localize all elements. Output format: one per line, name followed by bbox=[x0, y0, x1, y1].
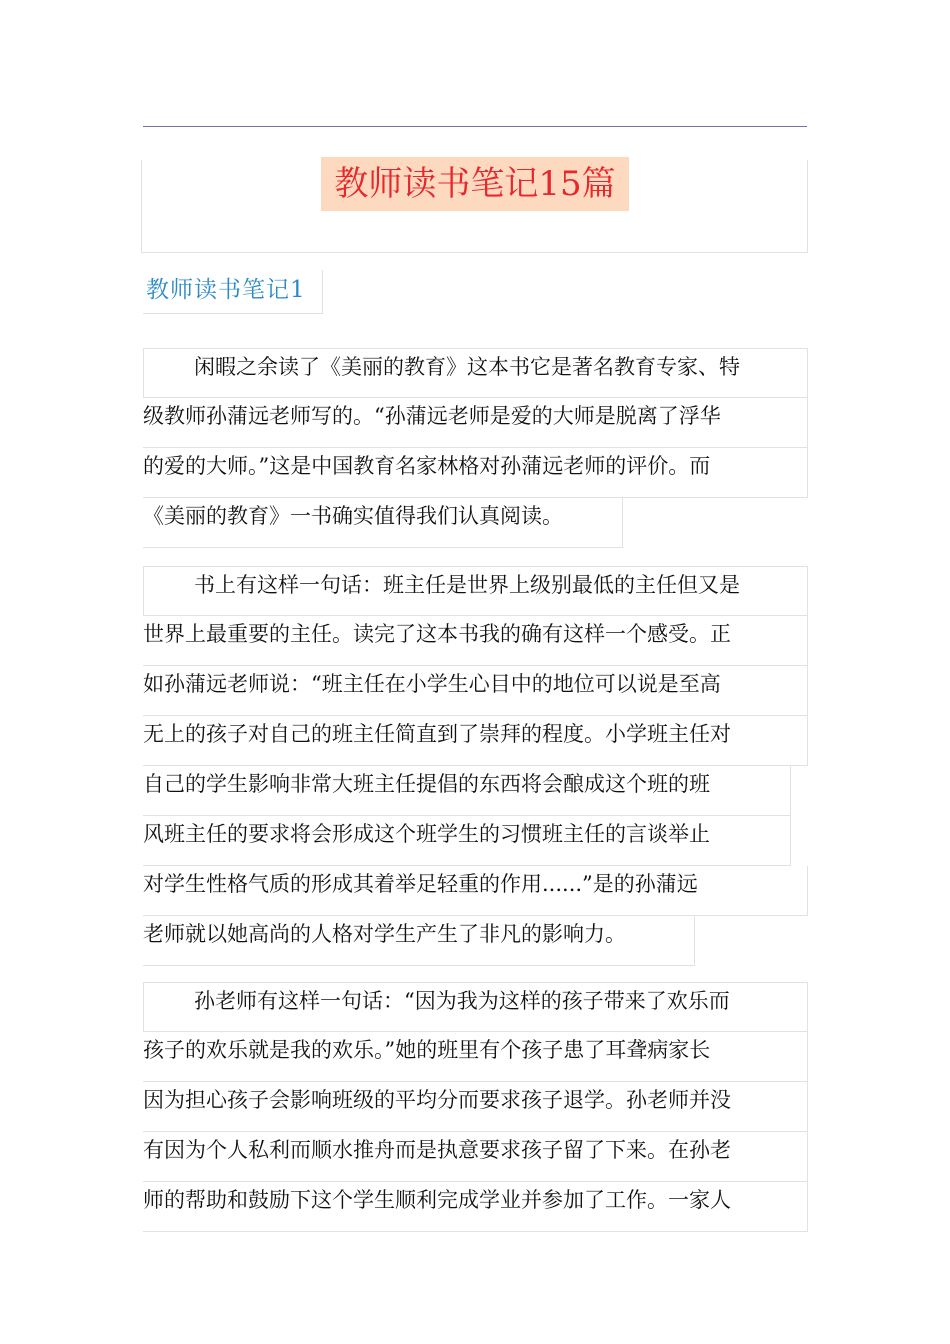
text-line: 无上的孩子对自己的班主任简直到了崇拜的程度。小学班主任对 bbox=[143, 716, 808, 766]
text-line: 有因为个人私利而顺水推舟而是执意要求孩子留了下来。在孙老 bbox=[143, 1132, 808, 1182]
text-line: 对学生性格气质的形成其着举足轻重的作用......”是的孙蒲远 bbox=[143, 866, 808, 916]
paragraph-2 bbox=[143, 566, 808, 966]
text-line: 师的帮助和鼓励下这个学生顺利完成学业并参加了工作。一家人 bbox=[143, 1182, 808, 1232]
text-line: 风班主任的要求将会形成这个班学生的习惯班主任的言谈举止 bbox=[143, 816, 791, 866]
text-line: 的爱的大师。”这是中国教育名家林格对孙蒲远老师的评价。而 bbox=[143, 448, 808, 498]
text-line: 孙老师有这样一句话：“因为我为这样的孩子带来了欢乐而 bbox=[143, 982, 808, 1032]
text-line: 因为担心孩子会影响班级的平均分而要求孩子退学。孙老师并没 bbox=[143, 1082, 808, 1132]
header-rule bbox=[143, 126, 807, 127]
text-line: 自己的学生影响非常大班主任提倡的东西将会酿成这个班的班 bbox=[143, 766, 791, 816]
text-line: 世界上最重要的主任。读完了这本书我的确有这样一个感受。正 bbox=[143, 616, 808, 666]
document-title: 教师读书笔记15篇 bbox=[334, 164, 616, 204]
text-line: 闲暇之余读了《美丽的教育》这本书它是著名教育专家、特 bbox=[143, 348, 808, 398]
text-line: 《美丽的教育》一书确实值得我们认真阅读。 bbox=[143, 498, 623, 548]
section-heading: 教师读书笔记1 bbox=[143, 270, 323, 314]
text-line: 孩子的欢乐就是我的欢乐。”她的班里有个孩子患了耳聋病家长 bbox=[143, 1032, 808, 1082]
paragraph-1 bbox=[143, 348, 808, 548]
title-highlight bbox=[321, 157, 629, 211]
text-line: 如孙蒲远老师说：“班主任在小学生心目中的地位可以说是至高 bbox=[143, 666, 808, 716]
paragraph-3 bbox=[143, 982, 808, 1232]
text-line: 老师就以她高尚的人格对学生产生了非凡的影响力。 bbox=[143, 916, 695, 966]
text-line: 级教师孙蒲远老师写的。“孙蒲远老师是爱的大师是脱离了浮华 bbox=[143, 398, 808, 448]
text-line: 书上有这样一句话：班主任是世界上级别最低的主任但又是 bbox=[143, 566, 808, 616]
